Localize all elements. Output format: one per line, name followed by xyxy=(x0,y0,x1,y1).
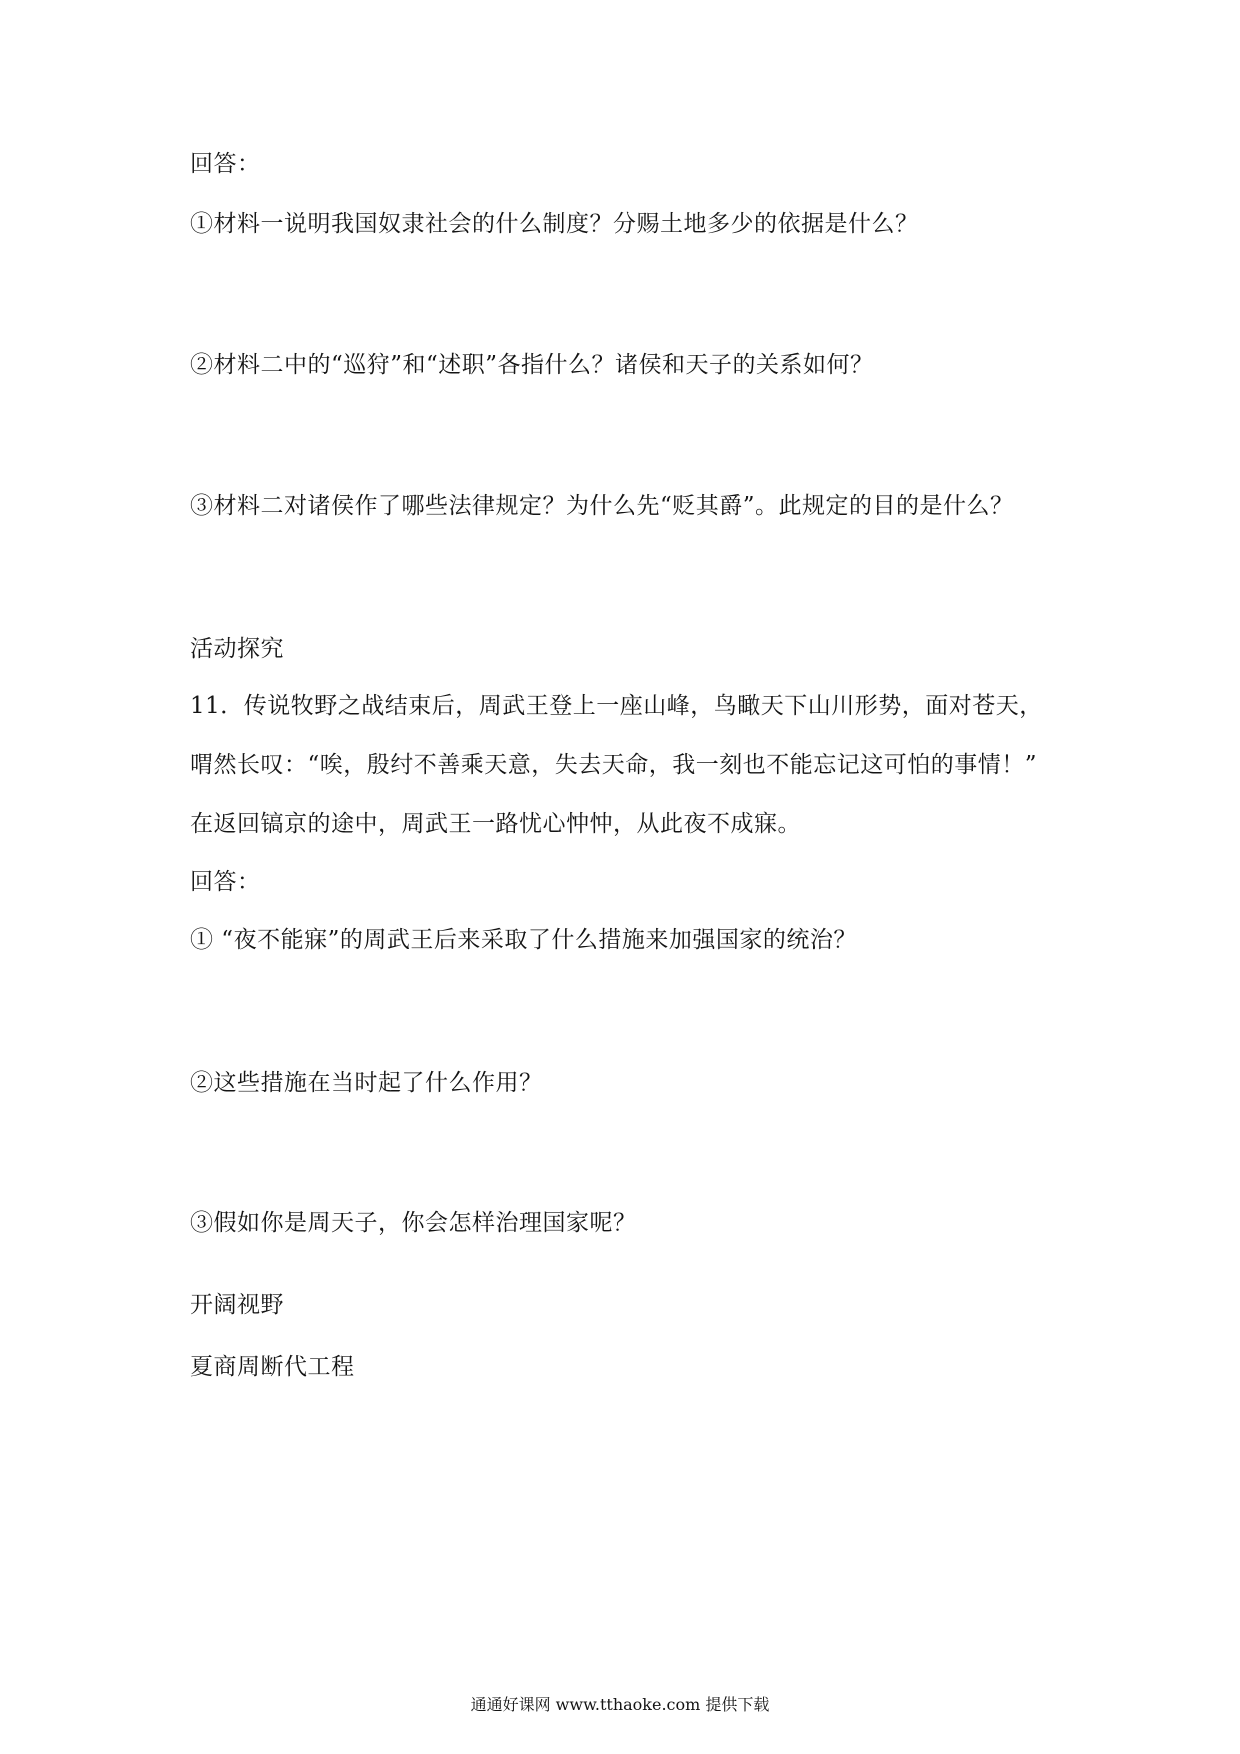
answer-label: 回答： xyxy=(190,151,261,177)
section-heading-horizon: 开阔视野 xyxy=(190,1292,284,1318)
topic-title: 夏商周断代工程 xyxy=(190,1354,355,1380)
item-11-line-3: 在返回镐京的途中，周武王一路忧心忡忡，从此夜不成寐。 xyxy=(190,811,801,837)
section-heading-activity: 活动探究 xyxy=(190,636,284,662)
question-2: ②材料二中的“巡狩”和“述职”各指什么？诸侯和天子的关系如何？ xyxy=(190,352,874,378)
question-4: ① “夜不能寐”的周武王后来采取了什么措施来加强国家的统治？ xyxy=(190,927,857,953)
question-6: ③假如你是周天子，你会怎样治理国家呢？ xyxy=(190,1210,637,1236)
item-11-line-1: 11．传说牧野之战结束后，周武王登上一座山峰，鸟瞰天下山川形势，面对苍天， xyxy=(190,693,1043,719)
question-5: ②这些措施在当时起了什么作用？ xyxy=(190,1070,543,1096)
item-11-line-2: 喟然长叹：“唉，殷纣不善乘天意，失去天命，我一刻也不能忘记这可怕的事情！” xyxy=(190,752,1038,778)
question-3: ③材料二对诸侯作了哪些法律规定？为什么先“贬其爵”。此规定的目的是什么？ xyxy=(190,493,1014,519)
answer-label: 回答： xyxy=(190,869,261,895)
question-1: ①材料一说明我国奴隶社会的什么制度？分赐土地多少的依据是什么？ xyxy=(190,211,919,237)
page-footer: 通通好课网 www.tthaoke.com 提供下载 xyxy=(470,1695,770,1714)
